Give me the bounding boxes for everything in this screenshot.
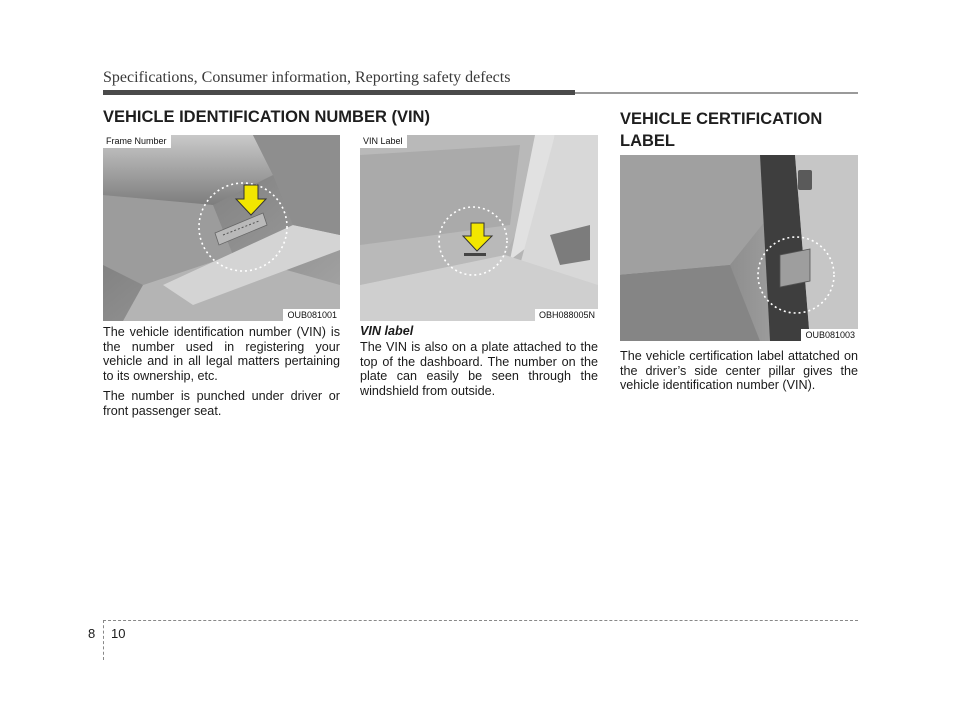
header-rule-dark (103, 90, 575, 95)
vin-label-paragraph: The VIN is also on a plate attached to the top of the dashboard. The number on the plate can easily be seen through the windshield from outside. (360, 340, 598, 398)
figure-code: OUB081003 (801, 329, 858, 341)
footer-divider (103, 620, 858, 621)
vin-label-tag: VIN Label (360, 135, 407, 148)
certification-description (620, 349, 858, 399)
figure-code: OUB081001 (283, 309, 340, 321)
frame-number-illustration (103, 135, 340, 321)
footer-page-separator (103, 620, 104, 660)
figure-code: OBH088005N (535, 309, 598, 321)
vin-label-description (360, 340, 598, 404)
header-rule-light (575, 92, 858, 94)
vin-description (103, 325, 340, 425)
frame-number-label: Frame Number (103, 135, 171, 148)
certification-label-illustration (620, 155, 858, 341)
vin-section-title: VEHICLE IDENTIFICATION NUMBER (VIN) (103, 108, 430, 126)
page-header-title: Specifications, Consumer information, Reporting safety defects (103, 69, 511, 86)
vin-label-heading: VIN label (360, 324, 414, 338)
certification-section-title: VEHICLE CERTIFICATION LABEL (620, 110, 823, 150)
certification-paragraph: The vehicle certification label attatched on the driver’s side center pillar gives the vehicle identification number (VIN). (620, 349, 858, 393)
page-number: 10 (111, 626, 126, 641)
vin-paragraph-2: The number is punched under driver or front passenger seat. (103, 389, 340, 418)
vin-label-illustration (360, 135, 598, 321)
vin-paragraph-1: The vehicle identification number (VIN) is the number used in registering your vehicle and in all legal matters pertaining to its ownership, etc. (103, 325, 340, 383)
chapter-number: 8 (88, 626, 96, 641)
